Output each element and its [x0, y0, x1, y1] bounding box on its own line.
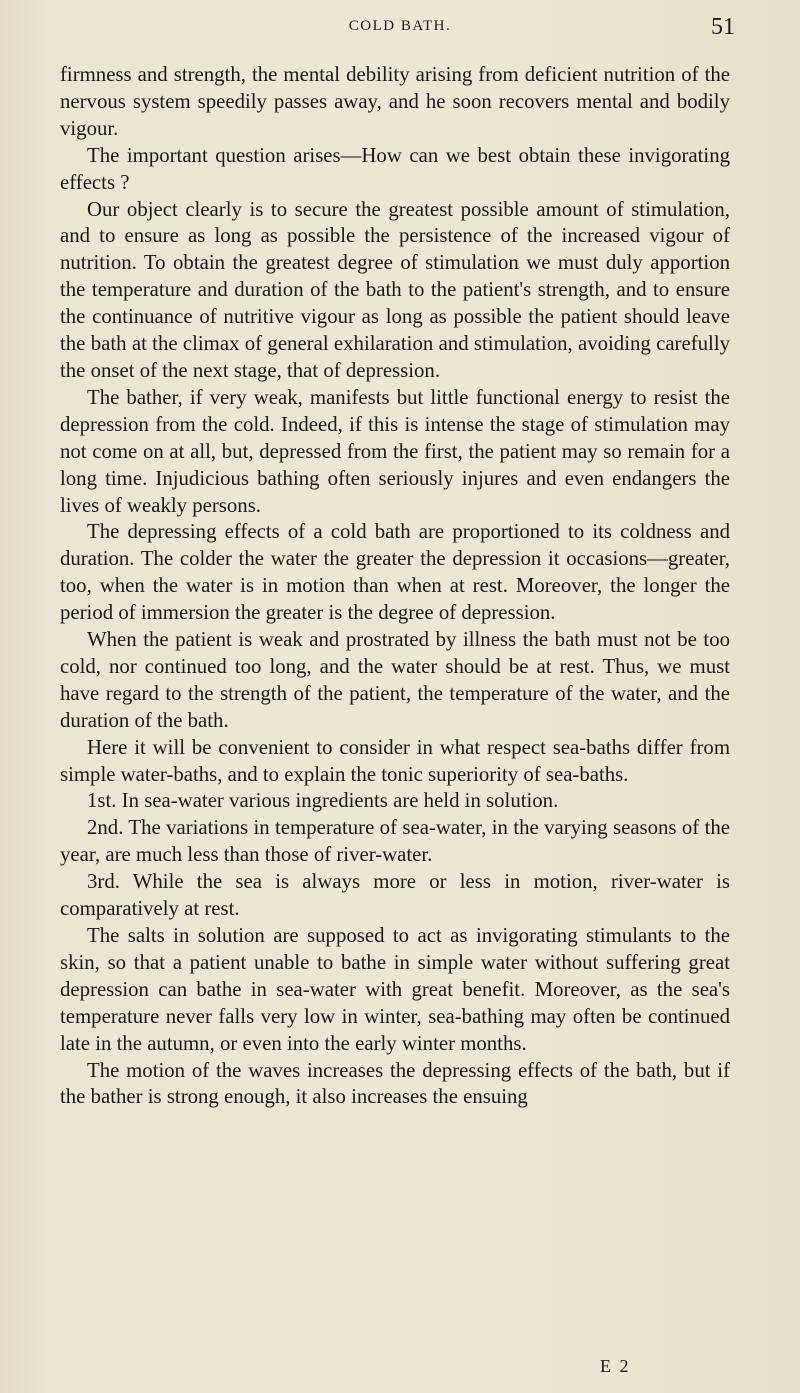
paragraph-object: Our object clearly is to secure the greatest possible amount of stimulation, and to ensure as long as possible the persistence of the increased vigour of nutrition. To obtain the greatest degree of stimulation we must duly apportion the temperature and duration of the bath to the patient's strength, and to ensure the continuance of nutritive vigour as long as possible the patient should leave the bath at the climax of general exhilaration and stimulation, avoiding carefully the onset of the next stage, that of depression. [60, 197, 730, 382]
paragraph-point-3: 3rd. While the sea is always more or less in motion, river-water is comparatively at rest. [60, 870, 730, 921]
paragraph-weak-patient: When the patient is weak and prostrated by illness the bath must not be too cold, nor continued too long, and the water should be at rest. Thus, we must have regard to the strength of the patient, the temperature of the water, and the duration of the bath. [60, 628, 730, 732]
paragraph-depressing-effects: The depressing effects of a cold bath are proportioned to its coldness and duration. The colder the water the greater the depression it occasions—greater, too, when the water is in motion than when at rest. Moreover, the longer the period of immersion the greater is the degree of depression. [60, 520, 730, 625]
running-title: COLD BATH. [348, 18, 452, 34]
printer-signature: E 2 [600, 1356, 631, 1376]
paragraph-continued: firmness and strength, the mental debility arising from deficient nutrition of the nervous system speedily passes away, and he soon recovers mental and bodily vigour. [60, 63, 730, 140]
paragraph-waves: The motion of the waves increases the depressing effects of the bath, but if the bather is strong enough, it also increases the ensuing [60, 1058, 730, 1109]
paragraph-point-1: 1st. In sea-water various ingredients are held in solution. [87, 789, 559, 813]
running-head [60, 8, 740, 48]
body-text [60, 62, 730, 1111]
paragraph-point-2: 2nd. The variations in temperature of sea-water, in the varying seasons of the year, are much less than those of river-water. [60, 816, 730, 867]
paragraph-question: The important question arises—How can we best obtain these invigorating effects ? [60, 143, 730, 194]
paragraph-sea-baths: Here it will be convenient to consider in what respect sea-baths differ from simple water-baths, and to explain the tonic superiority of sea-baths. [60, 735, 730, 786]
paragraph-bather: The bather, if very weak, manifests but little functional energy to resist the depression from the cold. Indeed, if this is intense the stage of stimulation may not come on at all, but, depressed from the first, the patient may so remain for a long time. Injudicious bathing often seriously injures and even endangers the lives of weakly persons. [60, 385, 730, 517]
paragraph-salts: The salts in solution are supposed to act as invigorating stimulants to the skin, so that a patient unable to bathe in simple water without suffering great depression can bathe in sea-water with great benefit. Moreover, as the sea's temperature never falls very low in winter, sea-bathing may often be continued late in the autumn, or even into the early winter months. [60, 924, 730, 1055]
page-number: 51 [711, 14, 735, 40]
